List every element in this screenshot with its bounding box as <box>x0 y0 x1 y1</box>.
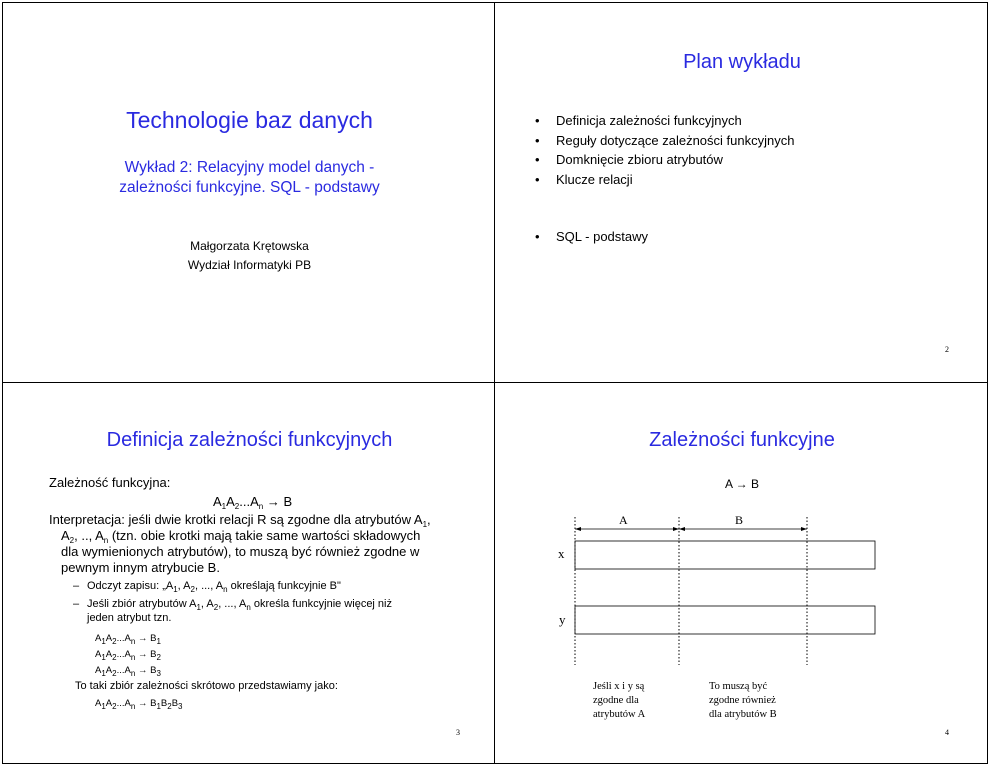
summary-formula: $A_1A_2...A_n \to B_1B_2B_3$ <box>95 698 183 711</box>
page-number: 3 <box>456 728 460 737</box>
attribute-label-a: A <box>619 513 628 527</box>
slide-title: Zależności funkcyjne <box>649 429 835 451</box>
slide-title: Technologie baz danych <box>126 107 373 133</box>
arrowhead-icon <box>673 527 679 531</box>
slide-title: Definicja zależności funkcyjnych <box>106 429 393 451</box>
dash-icon: – <box>73 580 80 592</box>
slide-1 <box>2 2 495 383</box>
bullet-icon: • <box>535 113 540 128</box>
subtitle-line: zależności funkcyjne. SQL - podstawy <box>119 179 380 196</box>
slide-4 <box>494 382 988 764</box>
page-number: 4 <box>945 728 949 737</box>
bullet-icon: • <box>535 132 540 148</box>
list-item: $A_1A_2...A_n \to B_1$ <box>95 633 161 646</box>
dash-icon: – <box>73 598 80 610</box>
page-number: 2 <box>945 345 949 354</box>
slide-2 <box>494 2 988 383</box>
tuple-label-y: y <box>559 612 566 627</box>
agenda-list <box>535 111 794 189</box>
tuple-x-box <box>575 541 875 569</box>
arrowhead-icon <box>801 527 807 531</box>
slide-3 <box>2 382 495 764</box>
list-item: • Reguły dotyczące zależności funkcyjnych <box>535 131 794 151</box>
slide-subtitle <box>3 158 496 198</box>
caption-left: Jeśli x i y są zgodne dla atrybutów A <box>593 681 646 720</box>
bullet-icon: • <box>535 171 540 187</box>
list-item: • Definicja zależności funkcyjnych <box>535 111 794 131</box>
author-name: Małgorzata Krętowska <box>190 239 309 253</box>
tuple-label-x: x <box>558 546 565 561</box>
arrowhead-icon <box>679 527 685 531</box>
dependency-list <box>95 631 161 679</box>
caption-right: To muszą być zgodne również dla atrybutów B <box>709 681 777 720</box>
summary-text: To taki zbiór zależności skrótowo przedstawiamy jako: <box>75 680 338 692</box>
subtitle-line: Wykład 2: Relacyjny model danych - <box>124 159 375 176</box>
attribute-label-b: B <box>735 513 744 527</box>
list-item: $A_1A_2...A_n \to B_3$ <box>95 665 161 678</box>
list-item: • Domknięcie zbioru atrybutów <box>535 150 794 170</box>
definition-label: Zależność funkcyjna: <box>49 475 171 490</box>
author-block <box>3 237 496 275</box>
fd-formula: A → B <box>724 477 759 491</box>
tuple-y-box <box>575 606 875 634</box>
author-affiliation: Wydział Informatyki PB <box>187 258 312 272</box>
multi-note: – Jeśli zbiór atrybutów $A_1$, $A_2$, ..., $A_n$ określa funkcyjnie więcej niż jeden atrybut tzn. <box>73 598 392 624</box>
slide-title: Plan wykładu <box>683 51 801 73</box>
main-formula: $A_1A_2...A_n \to B$ <box>213 494 293 511</box>
list-item: $A_1A_2...A_n \to B_2$ <box>95 649 161 662</box>
list-item: • SQL - podstawy <box>535 229 649 244</box>
arrowhead-icon <box>575 527 581 531</box>
interpretation-text: Interpretacja: jeśli dwie krotki relacji R są zgodne dla atrybutów $A_1$, $A_2$, .., $A_n$ (tzn. obie krotki mają takie same wartości składowych dla wymienionych atrybutów), to muszą być również zgodne w pewnym innym atrybucie B. <box>49 512 431 575</box>
bullet-icon: • <box>535 229 540 244</box>
bullet-icon: • <box>535 152 540 167</box>
list-item: • Klucze relacji <box>535 170 794 190</box>
read-note: – Odczyt zapisu: $„A_1$, $A_2$, ..., $A_n$ określają funkcyjnie B" <box>73 580 341 594</box>
